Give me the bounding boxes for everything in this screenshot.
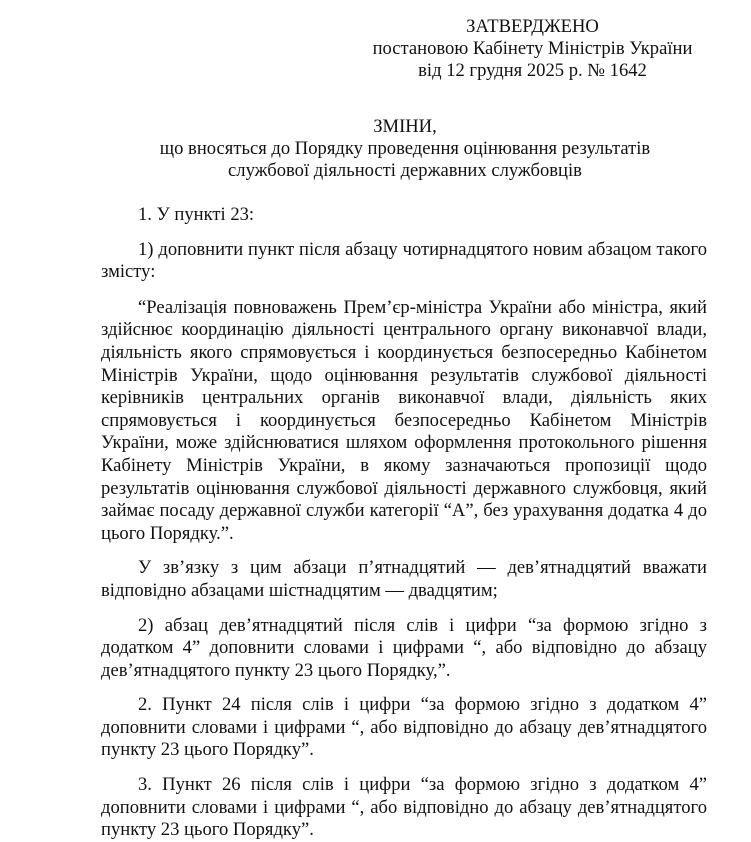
paragraph-line: діяльність якого спрямовується і координується безпосередньо Кабінетом [101,341,707,363]
paragraph [101,694,707,762]
document-body [101,204,707,842]
approval-heading: ЗАТВЕРДЖЕНО [466,16,599,37]
paragraph-line: додатком 4” доповнити словами і цифрами “, або відповідно до абзацу [101,637,707,659]
paragraph-line: здійснює координацію діяльності центрального органу виконавчої влади, [101,319,707,341]
paragraph-line: 3. Пункт 26 після слів і цифри “за формою згідно з додатком 4” [138,774,707,796]
paragraph-line: 1. У пункті 23: [138,204,255,225]
paragraph-line: 1) доповнити пункт після абзацу чотирнадцятого новим абзацом такого [138,238,707,260]
paragraph [101,239,707,284]
approval-stamp-block [360,16,705,82]
paragraph-line: займає посаду державної служби категорії “А”, без урахування додатка 4 до [101,500,707,522]
paragraph-line: спрямовується і координується безпосередньо Кабінетом Міністрів [101,409,707,431]
paragraph [101,204,707,227]
document-subtitle-line-1: що вносяться до Порядку проведення оцінювання результатів [159,138,651,159]
paragraph-line: пункту 23 цього Порядку”. [101,739,314,761]
paragraph-line: дев’ятнадцятого пункту 23 цього Порядку,”. [101,659,451,681]
approval-date-number: від 12 грудня 2025 р. № 1642 [418,60,647,81]
paragraph [101,557,707,602]
paragraph [101,774,707,842]
paragraph-line: доповнити словами і цифрами “, або відповідно до абзацу дев’ятнадцятого [101,796,707,818]
paragraph-line: України, може здійснюватися шляхом оформлення протокольного рішення [101,432,707,454]
document-title: ЗМІНИ, [373,116,437,137]
paragraph-line: доповнити словами і цифрами “, або відповідно до абзацу дев’ятнадцятого [101,716,707,738]
paragraph-line: 2. Пункт 24 після слів і цифри “за формою згідно з додатком 4” [138,694,707,716]
paragraph-line: цього Порядку.”. [101,522,234,544]
paragraph-line: пункту 23 цього Порядку”. [101,819,314,841]
paragraph [101,297,707,546]
approval-issuer: постановою Кабінету Міністрів України [372,38,693,59]
paragraph-line: керівників центральних органів виконавчої влади, діяльність яких [101,387,707,409]
paragraph-line: відповідно абзацами шістнадцятим — двадцятим; [101,579,498,601]
paragraph [101,615,707,683]
paragraph-line: Кабінету Міністрів України, в якому зазначаються пропозиції щодо [101,454,707,476]
paragraph-line: “Реалізація повноважень Прем’єр-міністра України або міністра, який [138,296,707,318]
paragraph-line: 2) абзац дев’ятнадцятий після слів і цифри “за формою згідно з [138,614,707,636]
document-subtitle-line-2: службової діяльності державних службовців [228,160,582,181]
paragraph-line: Міністрів України, щодо оцінювання результатів службової діяльності [101,364,707,386]
paragraph-line: змісту: [101,261,156,283]
paragraph-line: результатів оцінювання службової діяльності державного службовця, який [101,477,707,499]
paragraph-line: У зв’язку з цим абзаци п’ятнадцятий — дев’ятнадцятий вважати [138,557,707,579]
document-title-block [90,116,720,182]
